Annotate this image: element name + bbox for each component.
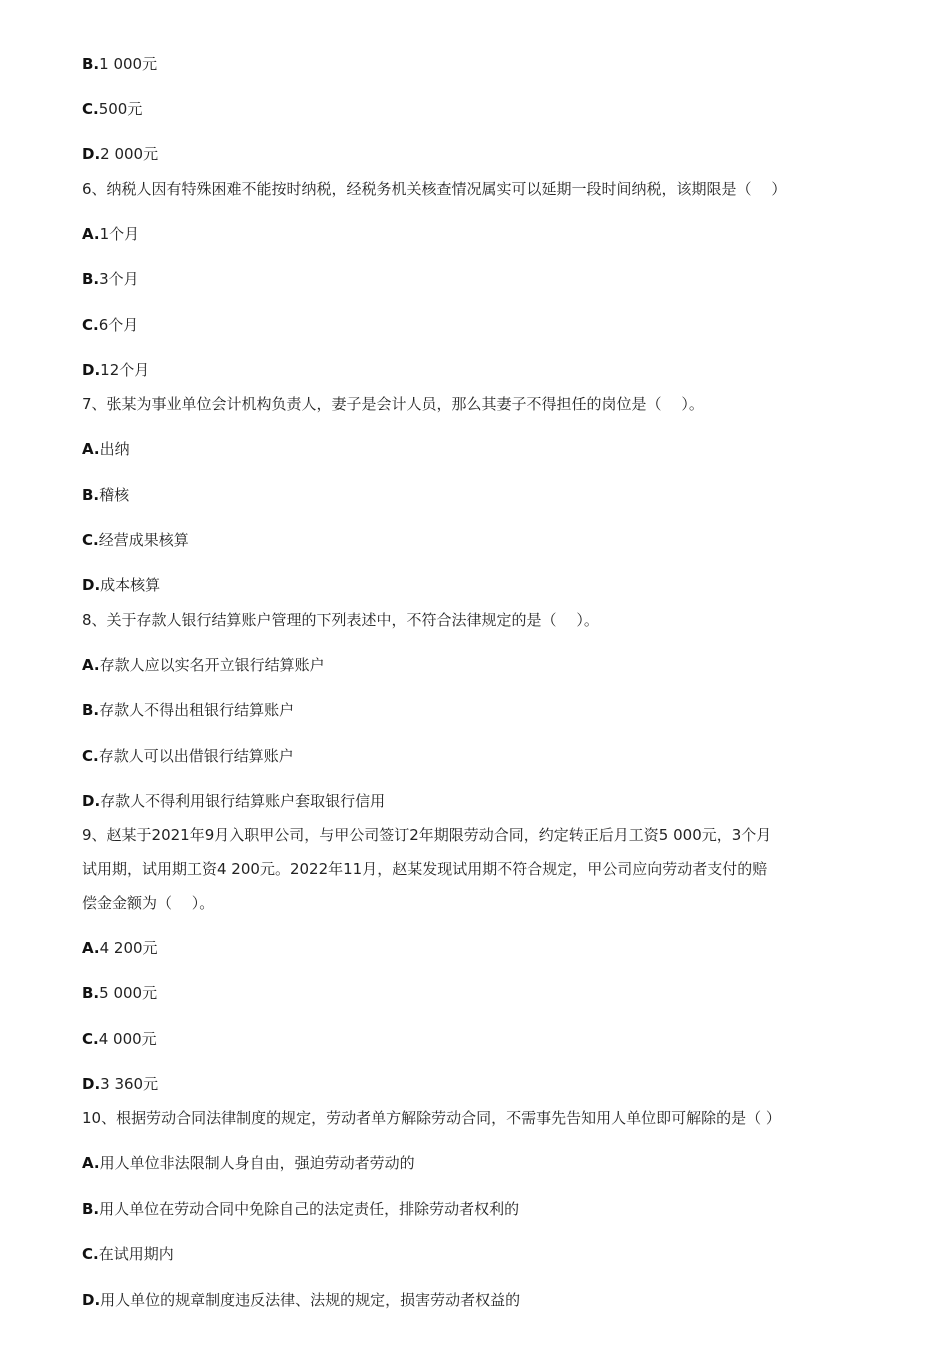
option-q9-b: B.5 000元 <box>82 984 158 1002</box>
option-q7-a: A.出纳 <box>82 440 130 458</box>
question-10-stem: 10、根据劳动合同法律制度的规定，劳动者单方解除劳动合同，不需事先告知用人单位即可解除的是（ ） <box>82 1109 781 1127</box>
option-q7-b: B.稽核 <box>82 486 130 504</box>
option-q8-a: A.存款人应以实名开立银行结算账户 <box>82 656 325 674</box>
option-q6-a: A.1个月 <box>82 225 140 243</box>
option-q10-a: A.用人单位非法限制人身自由，强迫劳动者劳动的 <box>82 1154 415 1172</box>
question-7-stem: 7、张某为事业单位会计机构负责人，妻子是会计人员，那么其妻子不得担任的岗位是（ ）。 <box>82 395 704 413</box>
option-q10-c: C.在试用期内 <box>82 1245 174 1263</box>
option-q6-b: B.3个月 <box>82 270 139 288</box>
option-q6-d: D.12个月 <box>82 361 150 379</box>
question-9-stem-line-3: 偿金金额为（ ）。 <box>82 894 215 912</box>
option-q8-b: B.存款人不得出租银行结算账户 <box>82 701 295 719</box>
question-8-stem: 8、关于存款人银行结算账户管理的下列表述中，不符合法律规定的是（ ）。 <box>82 611 599 629</box>
question-9-stem-line-1: 9、赵某于2021年9月入职甲公司，与甲公司签订2年期限劳动合同，约定转正后月工资5 000元，3个月 <box>82 826 772 844</box>
option-q10-d: D.用人单位的规章制度违反法律、法规的规定，损害劳动者权益的 <box>82 1291 521 1309</box>
option-q5-c: C.500元 <box>82 100 143 118</box>
question-9-stem-line-2: 试用期，试用期工资4 200元。2022年11月，赵某发现试用期不符合规定，甲公司应向劳动者支付的赔 <box>82 860 768 878</box>
option-q10-b: B.用人单位在劳动合同中免除自己的法定责任，排除劳动者权利的 <box>82 1200 520 1218</box>
option-q8-d: D.存款人不得利用银行结算账户套取银行信用 <box>82 792 386 810</box>
option-q7-c: C.经营成果核算 <box>82 531 189 549</box>
option-q9-d: D.3 360元 <box>82 1075 159 1093</box>
option-q7-d: D.成本核算 <box>82 576 161 594</box>
option-q5-d: D.2 000元 <box>82 145 159 163</box>
option-q8-c: C.存款人可以出借银行结算账户 <box>82 747 294 765</box>
question-6-stem: 6、纳税人因有特殊困难不能按时纳税，经税务机关核查情况属实可以延期一段时间纳税，该期限是（ ） <box>82 180 787 198</box>
option-q9-c: C.4 000元 <box>82 1030 157 1048</box>
option-q6-c: C.6个月 <box>82 316 139 334</box>
option-q9-a: A.4 200元 <box>82 939 158 957</box>
option-q5-b: B.1 000元 <box>82 55 158 73</box>
